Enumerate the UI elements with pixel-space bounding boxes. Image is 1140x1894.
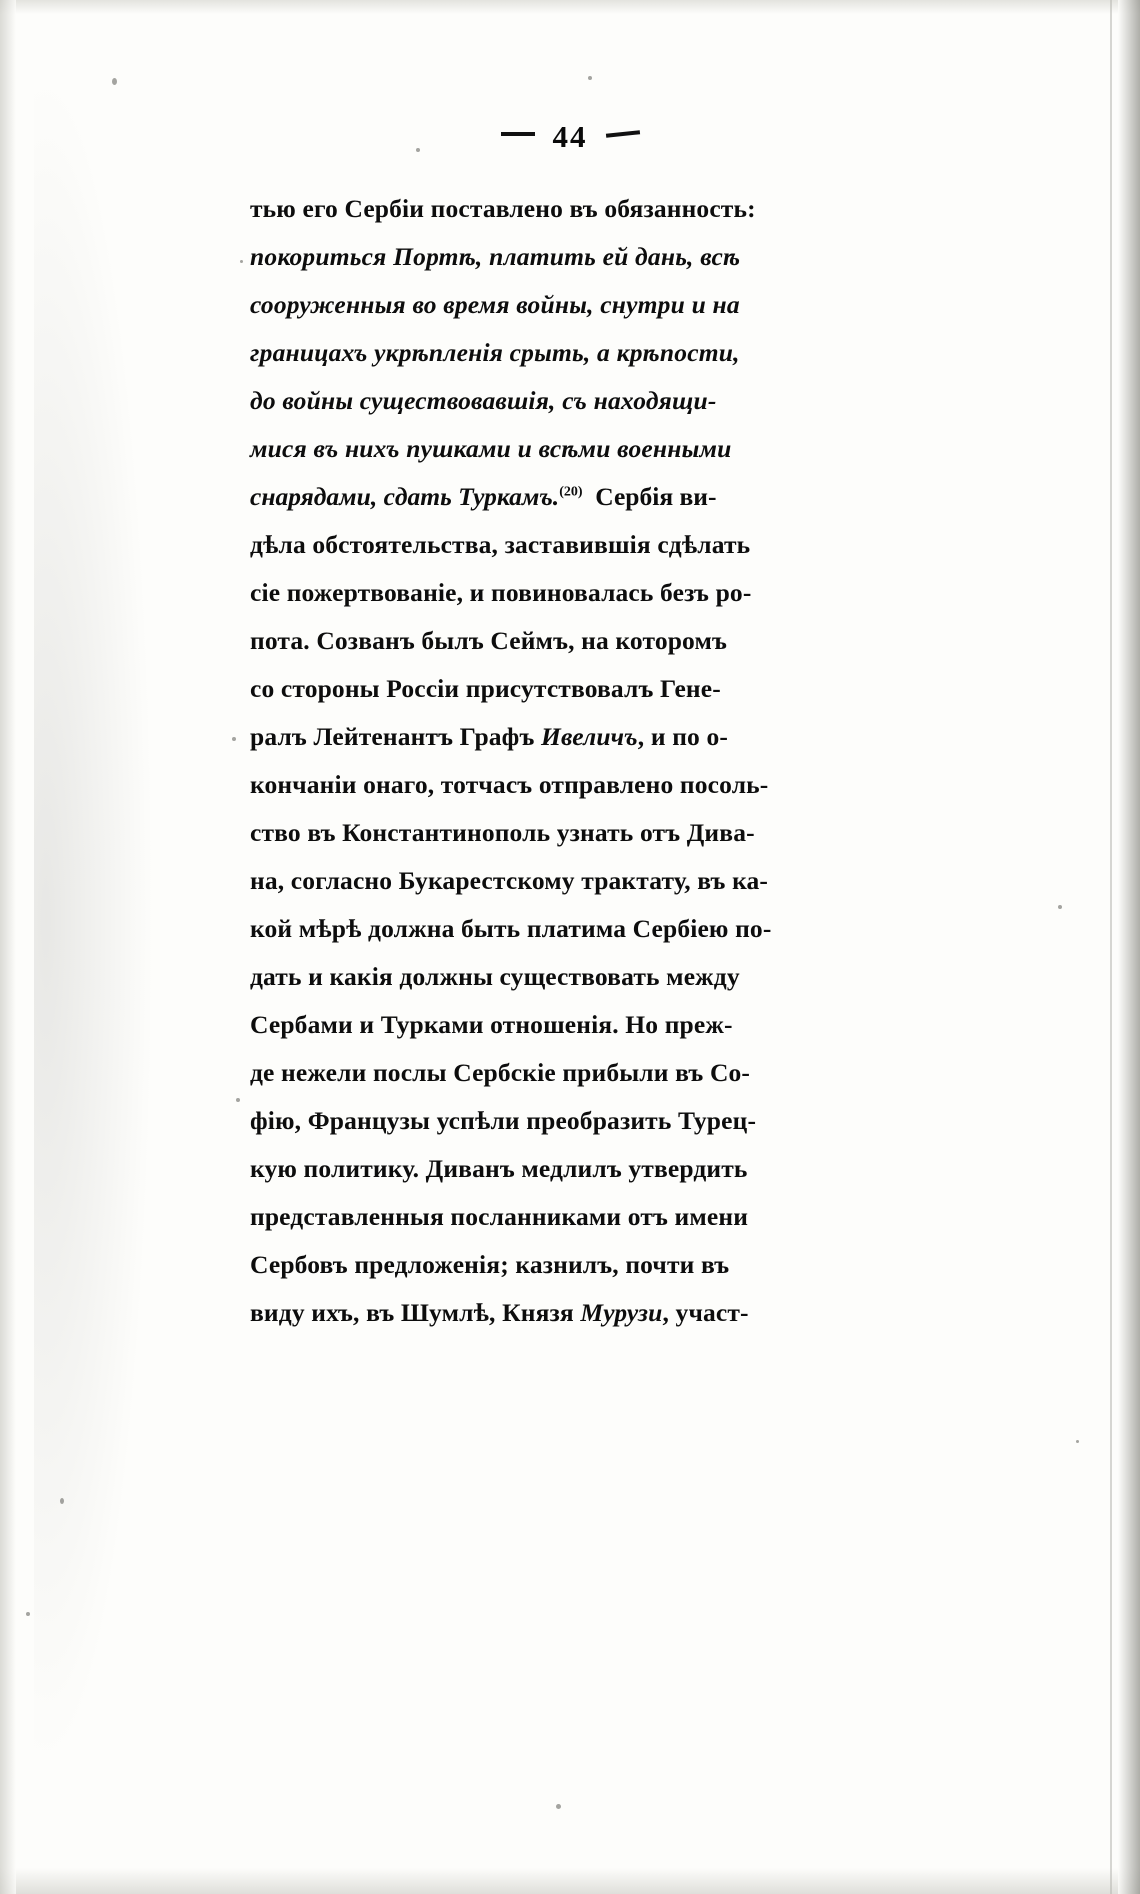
scan-speck	[232, 737, 236, 741]
scan-edge-right	[1118, 0, 1140, 1894]
footnote-marker: (20)	[559, 484, 583, 500]
scan-speck	[236, 1098, 240, 1102]
text-line: границахъ укрѣпленія срыть, а крѣпости,	[250, 338, 740, 367]
page-header	[0, 118, 1140, 155]
text-line: Сербами и Турками отношенія. Но преж-	[250, 1010, 733, 1039]
text-line: пота. Созванъ былъ Сеймъ, на которомъ	[250, 626, 728, 655]
text-line: дать и какія должны существовать между	[250, 962, 740, 991]
scan-speck	[588, 76, 592, 80]
scan-speck	[60, 1498, 64, 1504]
scan-speck	[1058, 905, 1062, 909]
text-line-tail: Сербія ви-	[595, 482, 717, 511]
text-line	[250, 1300, 900, 1326]
scan-speck	[112, 78, 117, 85]
text-segment: виду ихъ, въ Шумлѣ, Князя	[250, 1298, 581, 1327]
text-line: фію, Французы успѣли преобразить Турец-	[250, 1106, 757, 1135]
scan-edge-top	[0, 0, 1140, 14]
text-line	[250, 724, 900, 750]
text-line: до войны существовавшія, съ находящи-	[250, 386, 717, 415]
scan-edge-left	[0, 0, 16, 1894]
scan-edge-bottom	[0, 1868, 1140, 1894]
scan-speck	[26, 1612, 30, 1616]
text-line: мися въ нихъ пушками и всѣми военными	[250, 434, 732, 463]
text-line-italic-part: снарядами, сдать Туркамъ.	[250, 482, 560, 511]
text-line: кончаніи онаго, тотчасъ отправлено посоль-	[250, 770, 769, 799]
text-segment: ралъ Лейтенантъ Графъ	[250, 722, 542, 751]
text-line: ство въ Константинополь узнать отъ Дива-	[250, 818, 755, 847]
text-line: на, согласно Букарестскому трактату, въ ка-	[250, 866, 769, 895]
text-line: Сербовъ предложенія; казнилъ, почти въ	[250, 1250, 730, 1279]
text-line: дѣла обстоятельства, заставившія сдѣлать	[250, 530, 751, 559]
text-line: кой мѣрѣ должна быть платима Сербіею по-	[250, 914, 772, 943]
body-text	[250, 196, 900, 1348]
scan-speck	[1076, 1440, 1079, 1443]
text-segment: , и по о-	[637, 722, 729, 751]
text-line: кую политику. Диванъ медлилъ утвердить	[250, 1154, 748, 1183]
header-dash-right-icon	[605, 130, 639, 138]
text-line-with-footnote	[250, 484, 900, 510]
proper-name-italic: Мурузи	[580, 1298, 663, 1327]
text-segment: , участ-	[662, 1298, 749, 1327]
text-line: сіе пожертвованіе, и повиновалась безъ ро-	[250, 578, 752, 607]
margin-smudge	[34, 70, 154, 1770]
scan-speck	[556, 1804, 561, 1809]
page-number: 44	[552, 119, 588, 155]
header-dash-left-icon	[501, 132, 535, 136]
scan-speck	[240, 260, 243, 263]
text-line: де нежели послы Сербскіе прибыли въ Со-	[250, 1058, 751, 1087]
proper-name-italic: Ивеличъ	[541, 722, 638, 751]
text-line: тью его Сербіи поставлено въ обязанность:	[250, 194, 756, 223]
text-line: сооруженныя во время войны, снутри и на	[250, 290, 740, 319]
text-line: покориться Портѣ, платить ей дань, всѣ	[250, 242, 741, 271]
text-line: представленныя посланниками отъ имени	[250, 1202, 749, 1231]
page-border-rule	[1110, 0, 1112, 1894]
text-line: со стороны Россіи присутствовалъ Гене-	[250, 674, 721, 703]
